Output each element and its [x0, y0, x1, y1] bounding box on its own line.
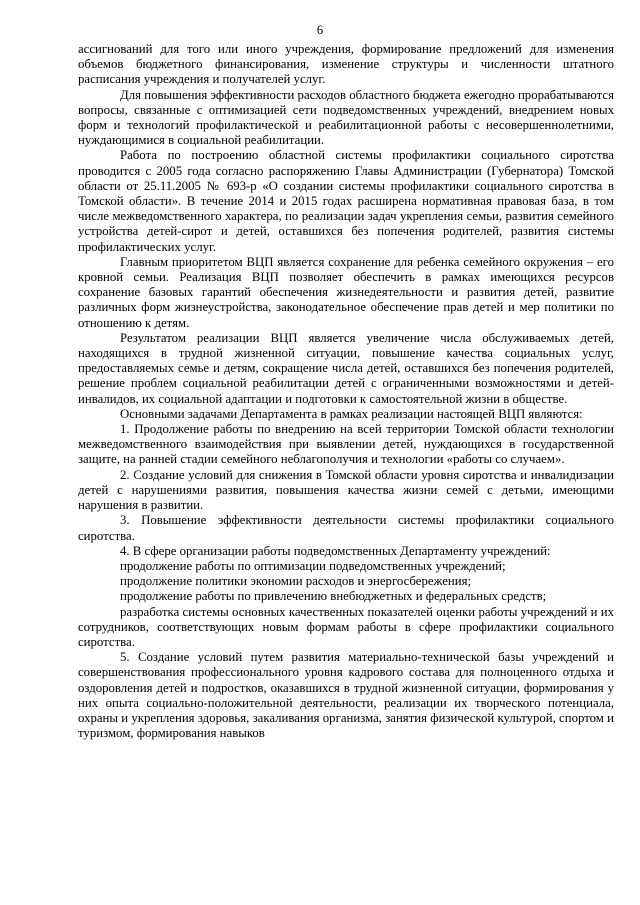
sub-list-item: продолжение политики экономии расходов и энергосбережения; — [120, 574, 472, 589]
paragraph: Работа по построению областной системы профилактики социального сиротства проводится с 2005 года согласно распоряжению Главы Администрации (Губернатора) Томской области от 25.11.2005 № 693-р «О создании системы профилактики социального сиротства в Томской области». В течение 2014 и 2015 годах расширена нормативная правовая база, в том числе межведомственного характера, по реализации задач укрепления семьи, развития семейного устройства детей-сирот и детей, оставшихся без попечения родителей, развития системы профилактических услуг. — [78, 148, 614, 254]
list-item: 4. В сфере организации работы подведомственных Департаменту учреждений: — [120, 543, 551, 558]
paragraph-continuation: ассигнований для того или иного учреждения, формирование предложений для изменения объемов бюджетного финансирования, изменение структуры и численности штатного расписания учреждения и получателей услуг. — [78, 42, 614, 87]
document-body — [78, 42, 614, 741]
sub-list-item: продолжение работы по оптимизации подведомственных учреждений; — [120, 558, 506, 573]
list-item: 2. Создание условий для снижения в Томской области уровня сиротства и инвалидизации детей с нарушениями развития, повышения качества жизни семей с детьми, имеющими нарушения в развитии. — [78, 467, 614, 513]
list-item: 3. Повышение эффективности деятельности системы профилактики социального сиротства. — [78, 513, 614, 543]
paragraph: Основными задачами Департамента в рамках реализации настоящей ВЦП являются: — [120, 406, 583, 421]
paragraph: Главным приоритетом ВЦП является сохранение для ребенка семейного окружения – его кровной семьи. Реализация ВЦП позволяет обеспечить в рамках имеющихся ресурсов сохранение базовых гарантий обеспечения жизнедеятельности и развития детей, развитие различных форм жизнеустройства, законодательное обеспечение прав детей и мер политики по отношению к детям. — [78, 254, 614, 330]
sub-list-item: разработка системы основных качественных показателей оценки работы учреждений и их сотрудников, соответствующих новым формам работы в сфере профилактики социального сиротства. — [78, 604, 614, 649]
list-item: 1. Продолжение работы по внедрению на всей территории Томской области технологии межведомственного взаимодействия при выявлении детей, нуждающихся в государственной защите, на ранней стадии семейного неблагополучия и технологии «работы со случаем». — [78, 422, 614, 467]
sub-list-item: продолжение работы по привлечению внебюджетных и федеральных средств; — [120, 589, 547, 604]
paragraph: Результатом реализации ВЦП является увеличение числа обслуживаемых детей, находящихся в трудной жизненной ситуации, повышение качества социальных услуг, предоставляемых семье и детям, сокращение числа детей, оставшихся без попечения родителей, решение проблем социальной реабилитации детей с ограниченными возможностями и детей-инвалидов, их социальной адаптации и подготовки к самостоятельной жизни в обществе. — [78, 330, 614, 406]
page-number: 6 — [316, 23, 324, 37]
list-item: 5. Создание условий путем развития материально-технической базы учреждений и совершенствования профессионального уровня кадрового состава для полноценного отдыха и оздоровления детей и подростков, оказавшихся в трудной жизненной ситуации, формирования у них опыта социально-положительной деятельности, реализации их творческого потенциала, охраны и укрепления здоровья, закаливания организма, занятия физической культурой, спортом и туризмом, формирования навыков — [78, 650, 614, 741]
paragraph: Для повышения эффективности расходов областного бюджета ежегодно прорабатываются вопросы, связанные с оптимизацией сети подведомственных учреждений, внедрением новых форм и технологий профилактической и реабилитационной работы с несовершеннолетними, нуждающимися в социальной реабилитации. — [78, 87, 614, 148]
